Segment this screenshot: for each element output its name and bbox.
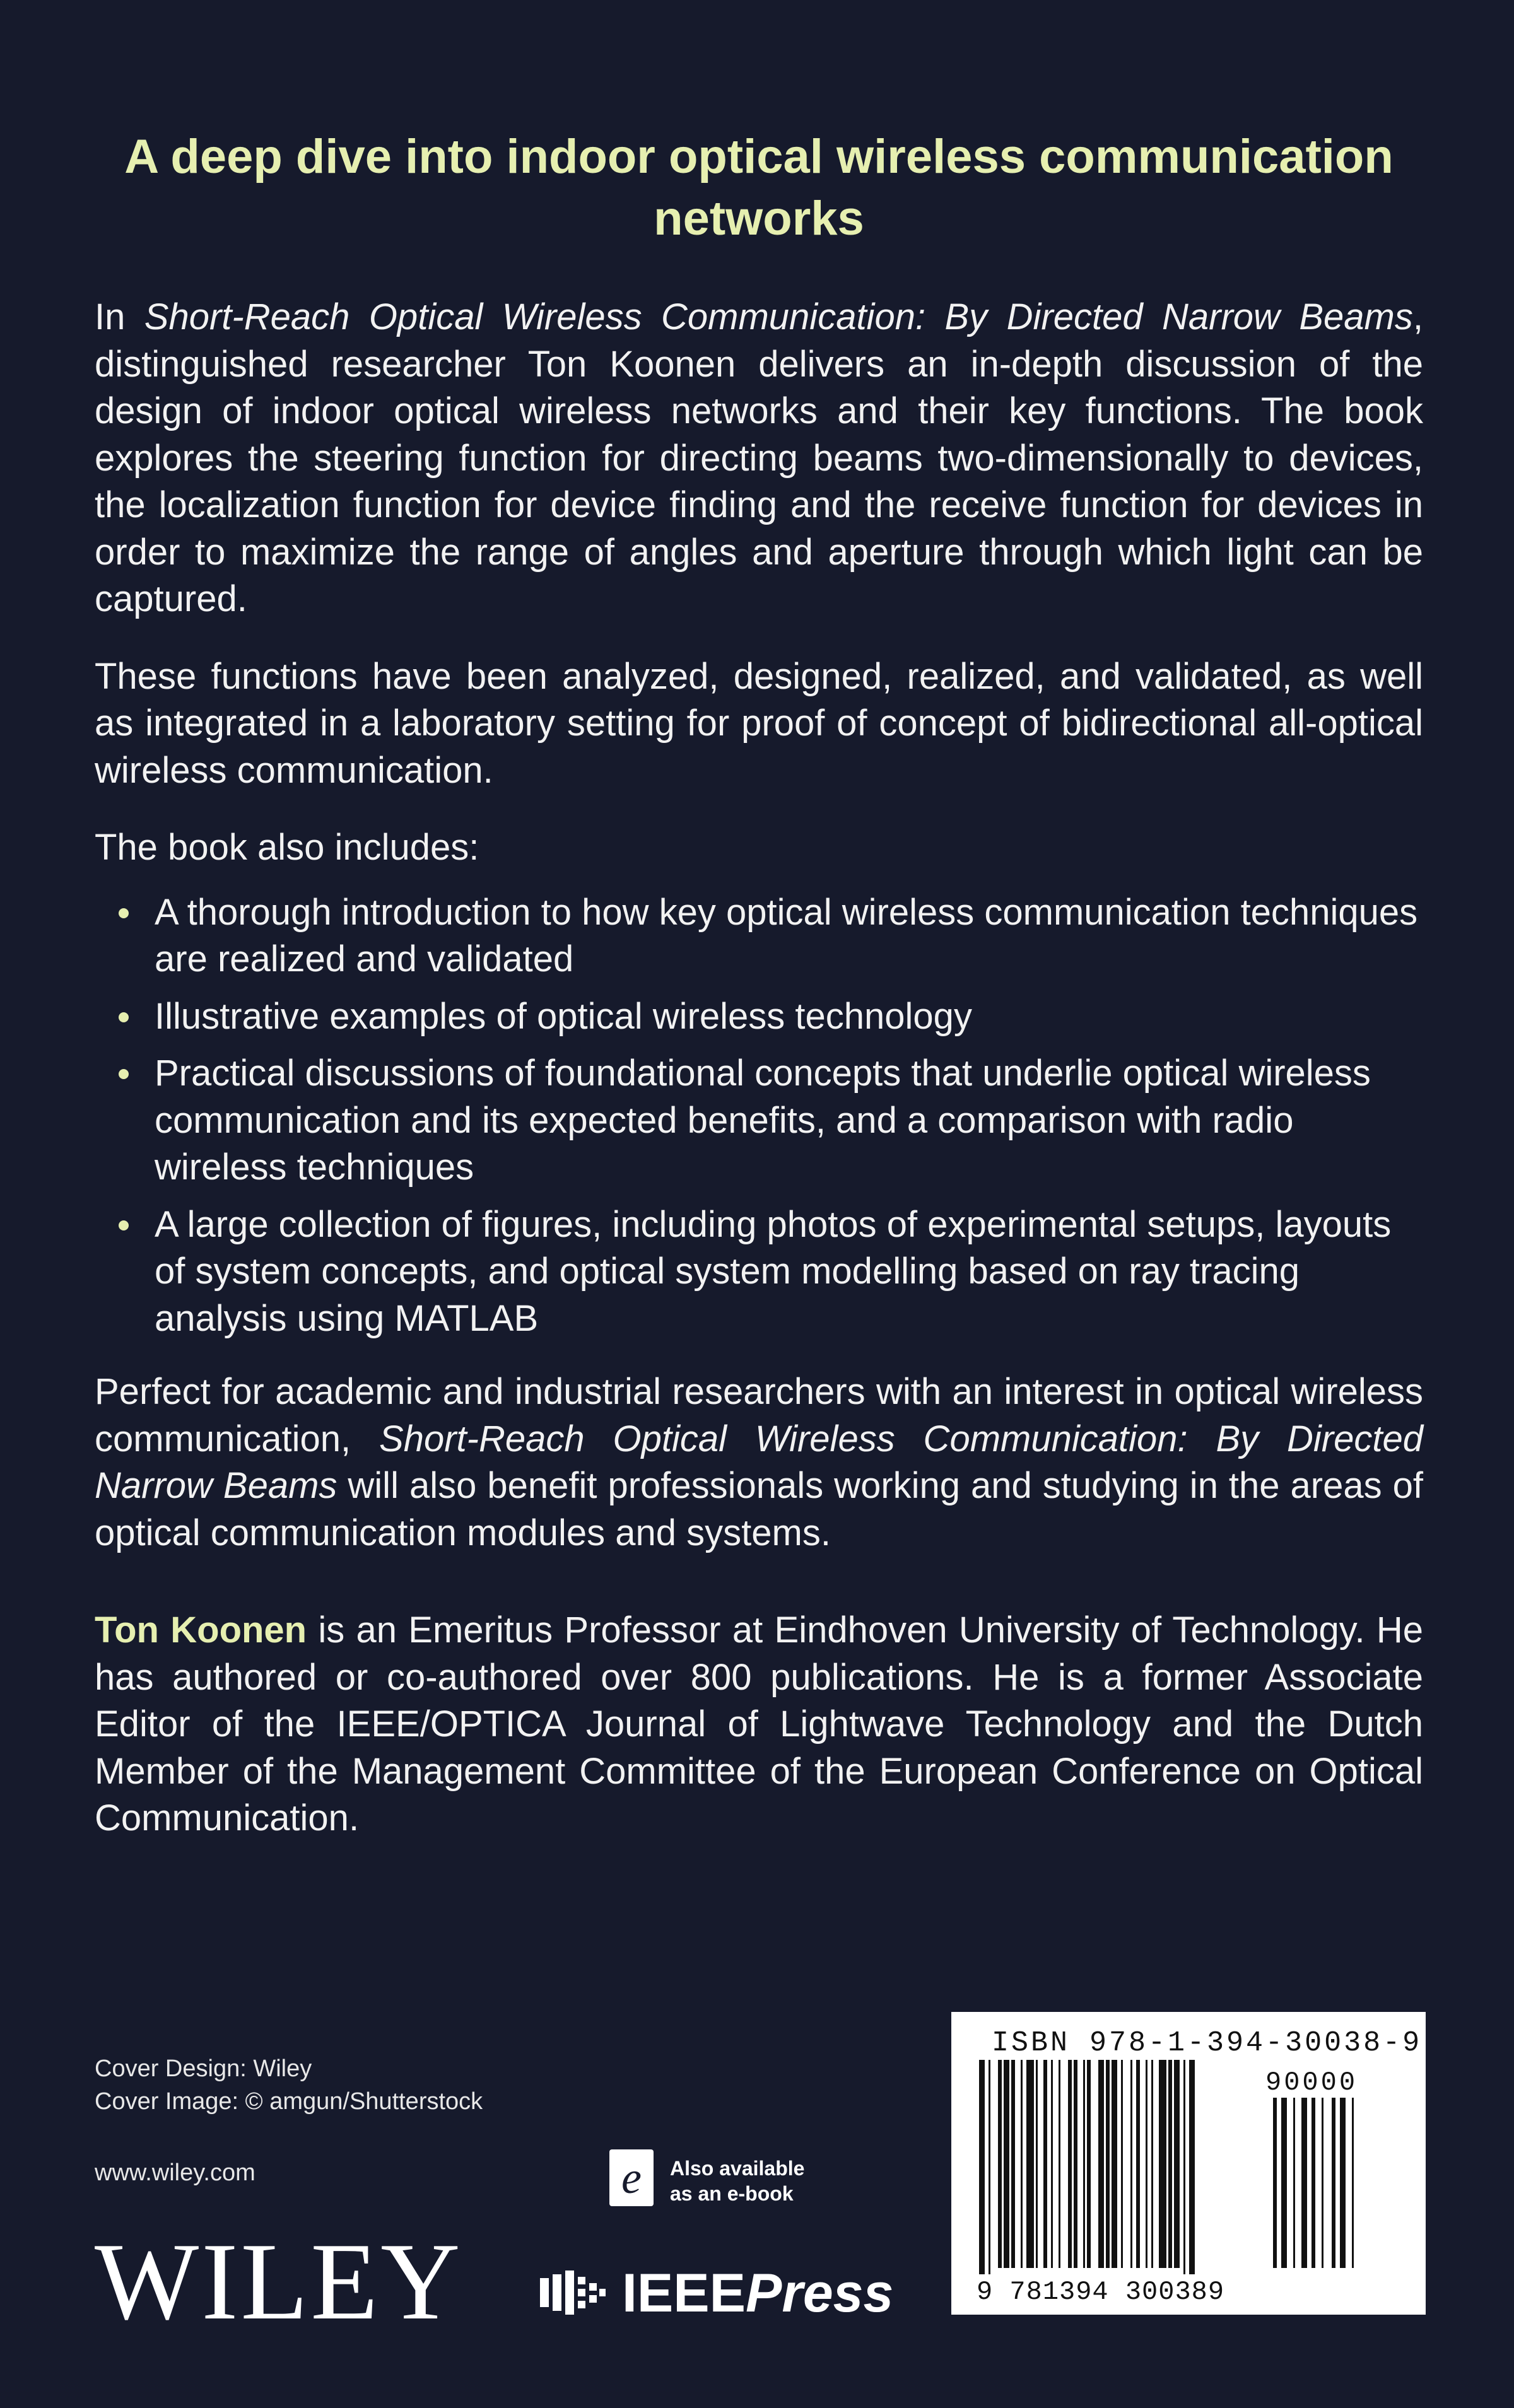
barcode-bar — [1021, 2060, 1023, 2268]
cover-image-credit: Cover Image: © amgun/Shutterstock — [95, 2088, 483, 2115]
isbn-digits: 9 781394 300389 — [977, 2277, 1225, 2307]
back-cover-content — [95, 126, 1423, 1873]
barcode-bar — [1004, 2060, 1009, 2268]
barcode-bar — [1189, 2060, 1195, 2274]
bullet-icon — [119, 908, 129, 918]
ieee-logo-icon — [540, 2271, 606, 2315]
barcode-bar — [1136, 2060, 1140, 2268]
bullet-icon — [119, 1220, 129, 1230]
isbn-label: ISBN 978-1-394-30038-9 — [992, 2027, 1423, 2059]
barcode-bar — [1130, 2060, 1132, 2268]
barcode-bar — [1036, 2060, 1038, 2268]
barcode-bar — [1151, 2060, 1153, 2268]
barcode-bar — [1146, 2060, 1147, 2268]
barcode-bar — [1112, 2060, 1117, 2268]
barcode-bar — [1098, 2060, 1104, 2268]
price-barcode-bar — [1273, 2098, 1277, 2268]
barcode-bar — [1059, 2060, 1060, 2268]
feature-list — [95, 889, 1423, 1343]
author-bio — [95, 1607, 1423, 1842]
price-code: 90000 — [1265, 2067, 1358, 2098]
intro-book-title: Short-Reach Optical Wireless Communication: By Directed Narrow Beams — [144, 296, 1413, 337]
feature-item — [95, 1201, 1423, 1343]
ebook-availability — [670, 2156, 804, 2206]
intro-suffix: , distinguished researcher Ton Koonen delivers an in-depth discussion of the design of indoor optical wireless networks and their key functions. The book explores the steering function for directing beams two-dimensionally to devices, the localization function for device finding and the receive function for devices in order to maximize the range of angles and aperture through which light can be captured. — [95, 296, 1423, 619]
barcode-bar — [1121, 2060, 1123, 2268]
feature-text: Illustrative examples of optical wireless technology — [155, 995, 972, 1037]
press-wordmark: Press — [745, 2263, 894, 2323]
ieee-wordmark: IEEE — [622, 2263, 746, 2323]
price-barcode-bar — [1301, 2098, 1307, 2268]
ebook-line-2: as an e-book — [670, 2182, 794, 2205]
feature-item — [95, 993, 1423, 1041]
feature-item — [95, 889, 1423, 983]
cover-design-credit: Cover Design: Wiley — [95, 2055, 312, 2082]
barcode-bar — [1074, 2060, 1077, 2268]
barcode-bar — [1083, 2060, 1085, 2268]
price-barcode-bar — [1340, 2098, 1346, 2268]
price-barcode-bar — [1352, 2098, 1354, 2268]
barcode-bar — [1168, 2060, 1172, 2268]
audience-prefix: Perfect for academic and industrial researchers with an interest in optical wireless communication, — [95, 1371, 1423, 1459]
barcode-bar — [1051, 2060, 1053, 2268]
ebook-icon: e — [609, 2149, 654, 2206]
barcode-bar — [1068, 2060, 1072, 2268]
barcode-bar — [1159, 2060, 1166, 2268]
barcode-panel — [951, 2012, 1426, 2315]
feature-item — [95, 1050, 1423, 1191]
ebook-line-1: Also available — [670, 2157, 805, 2180]
barcode-bar — [1106, 2060, 1110, 2268]
price-barcode-bar — [1322, 2098, 1323, 2268]
audience-suffix: will also benefit professionals working and studying in the areas of optical communication modules and systems. — [95, 1465, 1423, 1553]
bullet-icon — [119, 1069, 129, 1079]
wiley-logo: WILEY — [95, 2220, 463, 2342]
barcode-bar — [1183, 2060, 1185, 2274]
price-barcode-bar — [1332, 2098, 1335, 2268]
intro-paragraph — [95, 294, 1423, 623]
barcode-bar — [1174, 2060, 1180, 2268]
intro-prefix: In — [95, 296, 144, 337]
feature-text: A thorough introduction to how key optical wireless communication techniques are realized and validated — [155, 891, 1418, 979]
price-barcode-bar — [1281, 2098, 1287, 2268]
functions-paragraph: These functions have been analyzed, designed, realized, and validated, as well as integrated in a laboratory setting for proof of concept of bidirectional all-optical wireless communication. — [95, 655, 1423, 791]
price-barcode-bar — [1312, 2098, 1315, 2268]
bullet-icon — [119, 1012, 129, 1022]
feature-text: Practical discussions of foundational concepts that underlie optical wireless communication and its expected benefits, and a comparison with radio wireless techniques — [155, 1053, 1371, 1188]
barcode-bar — [1043, 2060, 1047, 2268]
cover-credits — [95, 2052, 483, 2118]
barcode-bar — [998, 2060, 1002, 2268]
feature-text: A large collection of figures, including photos of experimental setups, layouts of system concepts, and optical system modelling based on ray tracing analysis using MATLAB — [155, 1203, 1392, 1339]
barcode-bar — [1087, 2060, 1091, 2268]
barcode-bar — [1026, 2060, 1034, 2268]
ieee-press-logo — [622, 2262, 893, 2325]
audience-paragraph — [95, 1369, 1423, 1557]
barcode-bar — [989, 2060, 990, 2274]
author-name: Ton Koonen — [95, 1610, 307, 1651]
headline: A deep dive into indoor optical wireless communication networks — [124, 130, 1394, 245]
audience-book-title: Short-Reach Optical Wireless Communication: By Directed Narrow Beams — [95, 1418, 1423, 1506]
price-barcode-bar — [1293, 2098, 1295, 2268]
barcode-bar — [979, 2060, 985, 2274]
publisher-website: www.wiley.com — [95, 2160, 255, 2186]
includes-lead: The book also includes: — [95, 827, 479, 868]
barcode-bar — [1011, 2060, 1015, 2268]
author-bio-text: is an Emeritus Professor at Eindhoven University of Technology. He has authored or co-authored over 800 publications. He is a former Associate Editor of the IEEE/OPTICA Journal of Lightwave Technology and the Dutch Member of the Management Committee of the European Conference on Optical Communication. — [95, 1610, 1423, 1838]
